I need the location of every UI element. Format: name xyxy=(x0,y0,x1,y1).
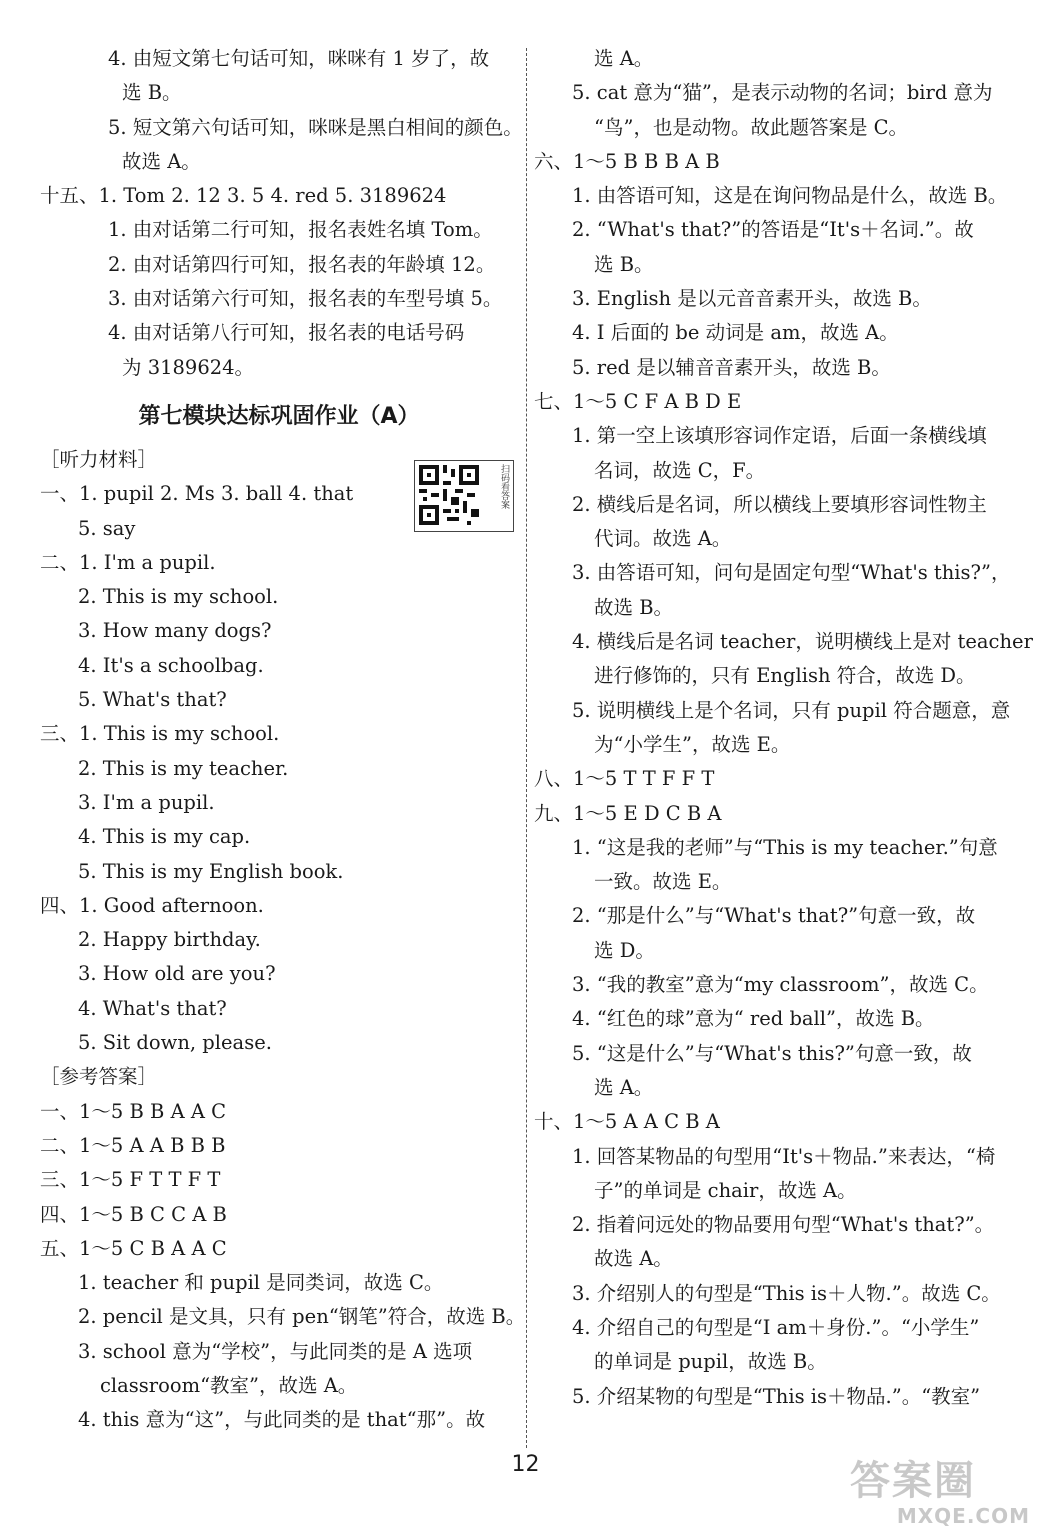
listening-line: 2. This is my school. xyxy=(78,585,279,609)
answer-line: 4. 由对话第八行可知，报名表的电话号码 xyxy=(108,321,465,345)
listening-line: 4. What's that? xyxy=(78,996,227,1020)
answer-line: 为“小学生”，故选 E。 xyxy=(594,732,791,756)
answer-line: 5. 说明横线上是个名词，只有 pupil 符合题意，意 xyxy=(572,698,1011,722)
answer-line: 十、1～5 A A C B A xyxy=(534,1110,720,1134)
watermark-text: 答案圈 xyxy=(850,1458,976,1504)
answer-line: 3. English 是以元音音素开头，故选 B。 xyxy=(572,287,932,311)
answer-line: 故选 A。 xyxy=(122,149,201,173)
listening-line: 5. say xyxy=(78,516,136,540)
answer-line: 4. “红色的球”意为“ red ball”，故选 B。 xyxy=(572,1007,935,1031)
listening-line: 5. What's that? xyxy=(78,688,227,712)
answers-header: ［参考答案］ xyxy=(40,1065,158,1089)
left-column xyxy=(40,42,526,1438)
answer-line: 4. 由短文第七句话可知，咪咪有 1 岁了，故 xyxy=(108,47,490,70)
page-number: 12 xyxy=(511,1452,540,1477)
watermark-logo xyxy=(850,1458,1040,1530)
answer-line: 5. “这是什么”与“What's this?”句意一致，故 xyxy=(572,1041,972,1065)
answer-line: 故选 A。 xyxy=(594,1247,673,1271)
answer-line: 名词，故选 C，F。 xyxy=(594,458,766,482)
answer-line: 4. 介绍自己的句型是“I am＋身份.”。“小学生” xyxy=(572,1315,980,1339)
answer-line: 5. red 是以辅音音素开头，故选 B。 xyxy=(572,355,891,379)
right-column xyxy=(534,42,1033,1414)
listening-line: 3. How many dogs? xyxy=(78,619,272,643)
answer-line: 选 D。 xyxy=(594,938,655,962)
answer-line: 3. 介绍别人的句型是“This is＋人物.”。故选 C。 xyxy=(572,1281,1001,1305)
answer-line: 1. teacher 和 pupil 是同类词，故选 C。 xyxy=(78,1271,444,1295)
answer-line: 2. 由对话第四行可知，报名表的年龄填 12。 xyxy=(108,252,496,276)
answer-line: 3. 由对话第六行可知，报名表的车型号填 5。 xyxy=(108,287,503,311)
answer-line: 1. 回答某物品的句型用“It's＋物品.”来表达，“椅 xyxy=(572,1144,996,1168)
left-top-answers xyxy=(40,42,523,385)
watermark-domain: MXQE.COM xyxy=(896,1504,1030,1528)
answer-line: 1. 由对话第二行可知，报名表姓名填 Tom。 xyxy=(108,218,493,242)
answer-line: 3. “我的教室”意为“my classroom”，故选 C。 xyxy=(572,973,989,997)
answer-line: 1. 由答语可知，这是在询问物品是什么，故选 B。 xyxy=(572,184,1008,208)
answer-line: 3. 由答语可知，问句是固定句型“What's this?”， xyxy=(572,561,1011,585)
answer-line: 2. 横线后是名词，所以横线上要填形容词性物主 xyxy=(572,492,987,516)
answer-line: 5. 短文第六句话可知，咪咪是黑白相间的颜色。 xyxy=(108,115,523,139)
answer-line: 选 B。 xyxy=(122,81,182,105)
answer-line: 5. cat 意为“猫”，是表示动物的名词；bird 意为 xyxy=(572,81,993,105)
listening-line: 4. This is my cap. xyxy=(78,825,251,849)
answer-line: 九、1～5 E D C B A xyxy=(534,801,722,825)
answer-line: 选 B。 xyxy=(594,252,654,276)
answer-line: 八、1～5 T T F F T xyxy=(534,767,715,791)
answer-line: 2. “What's that?”的答语是“It's＋名词.”。故 xyxy=(572,218,974,242)
answer-line: 代词。故选 A。 xyxy=(594,527,732,551)
listening-line: 5. Sit down, please. xyxy=(78,1031,272,1055)
answer-line: 故选 B。 xyxy=(594,595,674,619)
listening-material xyxy=(40,477,518,1060)
answer-line: 4. I 后面的 be 动词是 am，故选 A。 xyxy=(572,321,899,345)
answer-line: 一致。故选 E。 xyxy=(594,870,732,894)
listening-line: 3. I'm a pupil. xyxy=(78,790,215,814)
answer-line: 选 A。 xyxy=(594,1075,654,1099)
answer-line: 七、1～5 C F A B D E xyxy=(534,389,742,413)
answer-line: 一、1～5 B B A A C xyxy=(40,1099,227,1123)
qr-caption: 扫码看答案 xyxy=(499,464,509,509)
answer-line: 进行修饰的，只有 English 符合，故选 D。 xyxy=(594,664,976,688)
answer-line: 选 A。 xyxy=(594,47,654,70)
listening-line: 2. Happy birthday. xyxy=(78,928,261,952)
answer-line: 2. pencil 是文具，只有 pen“钢笔”符合，故选 B。 xyxy=(78,1305,526,1329)
listening-line: 5. This is my English book. xyxy=(78,859,344,883)
answer-line: 4. 横线后是名词 teacher，说明横线上是对 teacher xyxy=(572,630,1033,654)
listening-header: ［听力材料］ xyxy=(40,447,158,471)
section-title: 第七模块达标巩固作业（A） xyxy=(138,403,420,429)
answer-line: “鸟”，也是动物。故此题答案是 C。 xyxy=(594,115,909,139)
listening-line: 三、1. This is my school. xyxy=(40,722,280,746)
listening-line: 二、1. I'm a pupil. xyxy=(40,550,216,574)
listening-line: 一、1. pupil 2. Ms 3. ball 4. that xyxy=(40,482,354,506)
listening-line: 四、1. Good afternoon. xyxy=(40,893,264,917)
listening-line: 3. How old are you? xyxy=(78,962,276,986)
answer-line: 4. this 意为“这”，与此同类的是 that“那”。故 xyxy=(78,1408,486,1432)
answer-line: 5. 介绍某物的句型是“This is＋物品.”。“教室” xyxy=(572,1384,981,1408)
answer-line: 四、1～5 B C C A B xyxy=(40,1202,227,1226)
answer-line: classroom“教室”，故选 A。 xyxy=(100,1373,358,1397)
qr-code[interactable] xyxy=(414,460,514,532)
answer-line: 三、1～5 F T T F T xyxy=(40,1168,221,1192)
answer-line: 2. “那是什么”与“What's that?”句意一致，故 xyxy=(572,904,976,928)
answer-line: 2. 指着问远处的物品要用句型“What's that?”。 xyxy=(572,1213,995,1237)
answer-line: 五、1～5 C B A A C xyxy=(40,1236,227,1260)
qr-code-icon xyxy=(419,465,479,525)
answer-line: 十五、1. Tom 2. 12 3. 5 4. red 5. 3189624 xyxy=(40,184,447,208)
answer-line: 的单词是 pupil，故选 B。 xyxy=(594,1350,827,1374)
answer-line: 1. 第一空上该填形容词作定语，后面一条横线填 xyxy=(572,424,987,448)
listening-line: 4. It's a schoolbag. xyxy=(78,653,264,677)
answer-line: 3. school 意为“学校”，与此同类的是 A 选项 xyxy=(78,1339,473,1363)
reference-answers xyxy=(40,1095,526,1438)
listening-line: 2. This is my teacher. xyxy=(78,756,289,780)
answer-line: 1. “这是我的老师”与“This is my teacher.”句意 xyxy=(572,835,998,859)
column-divider xyxy=(526,48,527,1448)
answer-line: 为 3189624。 xyxy=(122,355,255,379)
answer-line: 二、1～5 A A B B B xyxy=(40,1133,226,1157)
answer-line: 六、1～5 B B B A B xyxy=(534,149,720,173)
answer-line: 子”的单词是 chair，故选 A。 xyxy=(594,1178,857,1202)
